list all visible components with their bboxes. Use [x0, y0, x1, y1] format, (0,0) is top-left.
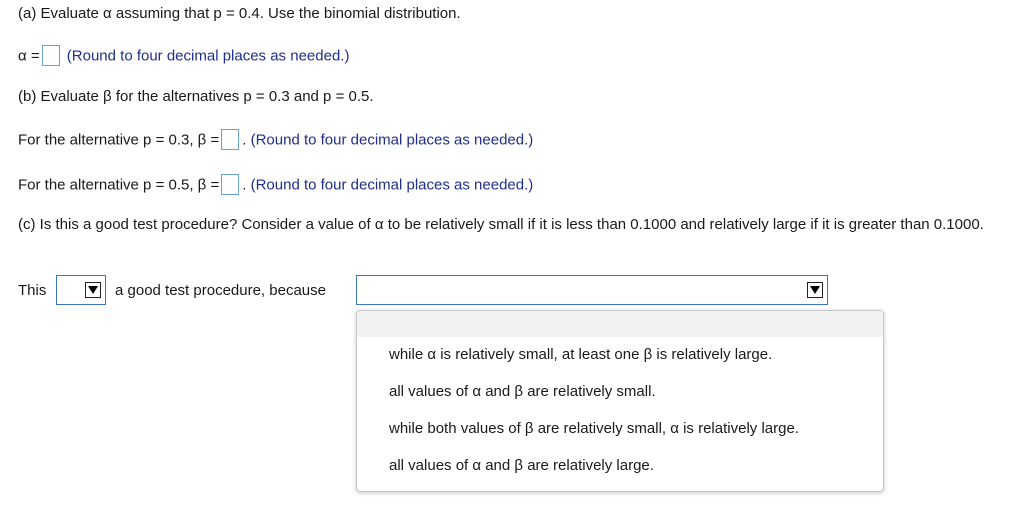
- alpha-input[interactable]: [42, 45, 60, 66]
- beta1-input[interactable]: [221, 129, 239, 150]
- part-a-question: (a) Evaluate α assuming that p = 0.4. Use the binomial distribution.: [18, 5, 461, 22]
- part-c-question: (c) Is this a good test procedure? Consider a value of α to be relatively small if it is less than 0.1000 and relatively large if it is greater than 0.1000.: [18, 216, 984, 233]
- beta2-label: For the alternative p = 0.5, β =: [18, 176, 220, 194]
- dropdown-option[interactable]: all values of α and β are relatively large.: [389, 457, 654, 474]
- alpha-row: [18, 46, 349, 67]
- beta1-label: For the alternative p = 0.3, β =: [18, 131, 220, 149]
- dropdown-option[interactable]: while α is relatively small, at least one β is relatively large.: [389, 346, 773, 363]
- beta2-input[interactable]: [221, 174, 239, 195]
- alpha-hint: (Round to four decimal places as needed.): [66, 47, 350, 65]
- dropdown-option[interactable]: all values of α and β are relatively small.: [389, 383, 656, 400]
- because-dropdown-list: [356, 310, 884, 492]
- beta1-hint: (Round to four decimal places as needed.): [250, 131, 534, 149]
- good-test-text: a good test procedure, because: [115, 282, 326, 299]
- alpha-label: α =: [18, 47, 40, 65]
- part-b-question: (b) Evaluate β for the alternatives p = 0.3 and p = 0.5.: [18, 88, 374, 105]
- beta-row-1: [18, 130, 533, 151]
- dropdown-option[interactable]: while both values of β are relatively small, α is relatively large.: [389, 420, 799, 437]
- beta-row-2: [18, 175, 533, 196]
- beta2-period: .: [242, 176, 247, 194]
- beta1-period: .: [242, 131, 247, 149]
- beta2-hint: (Round to four decimal places as needed.): [250, 176, 534, 194]
- triangle-down-icon[interactable]: [807, 282, 823, 298]
- triangle-down-icon[interactable]: [85, 282, 101, 298]
- because-select[interactable]: [356, 275, 828, 305]
- is-isnot-select[interactable]: [56, 275, 106, 305]
- dropdown-blank-option[interactable]: [357, 311, 883, 337]
- this-label: This: [18, 282, 47, 299]
